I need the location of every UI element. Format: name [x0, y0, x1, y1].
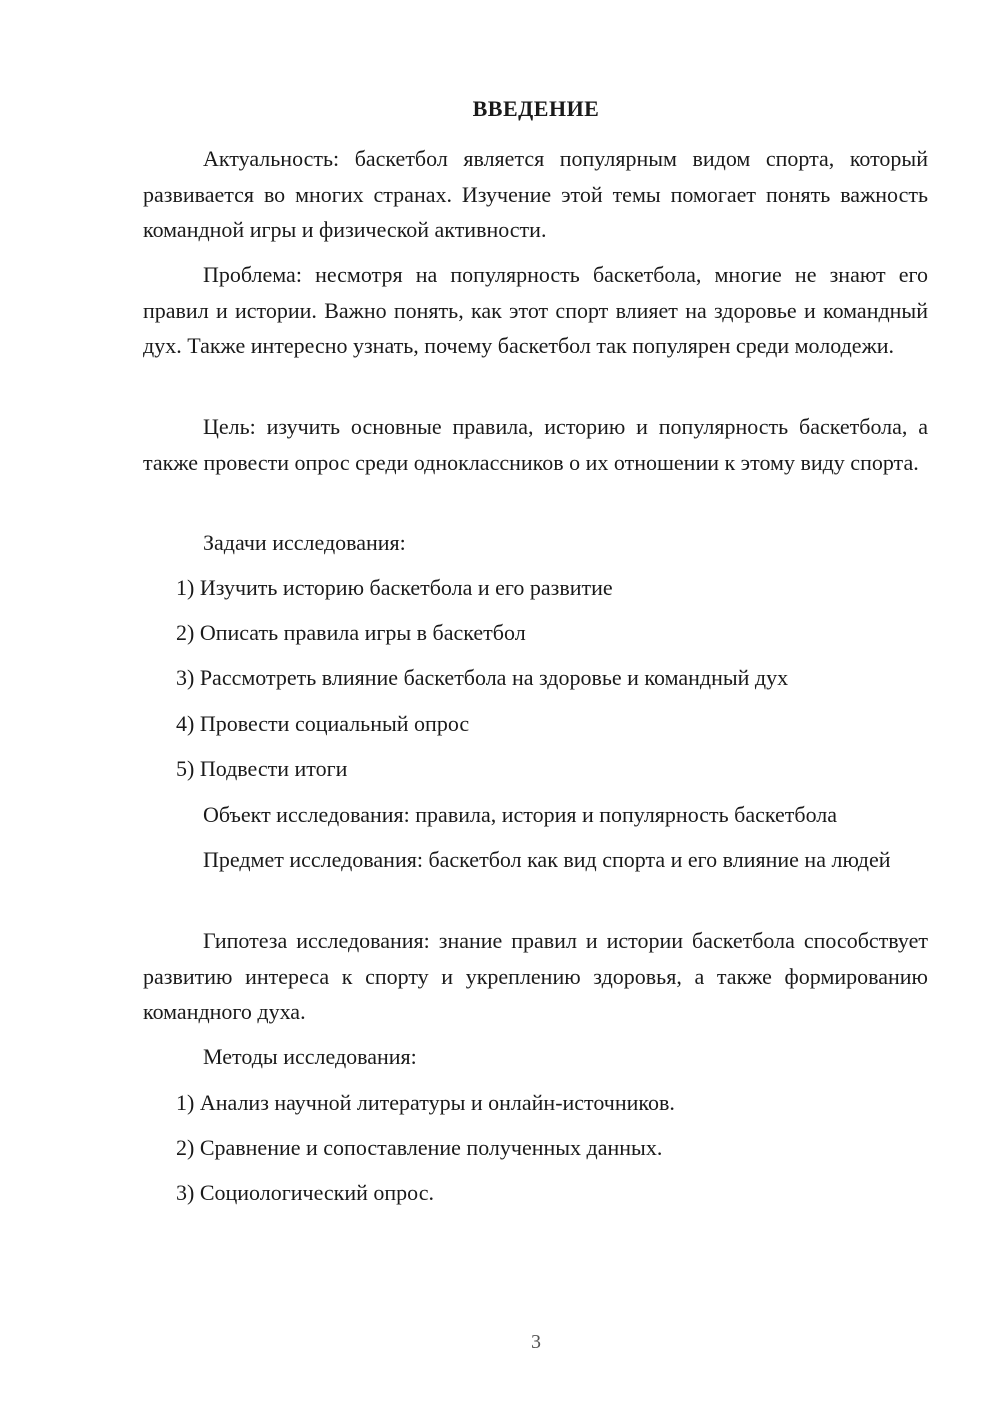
task-item: 4) Провести социальный опрос	[176, 711, 470, 736]
hypothesis-paragraph: Гипотеза исследования: знание правил и истории баскетбола способствует развитию интереса к спорту и укреплению здоровья, а также формированию командного духа.	[143, 928, 928, 1024]
methods-heading: Методы исследования:	[203, 1044, 417, 1069]
object-paragraph: Объект исследования: правила, история и популярность баскетбола	[203, 802, 838, 827]
relevance-paragraph: Актуальность: баскетбол является популярным видом спорта, который развивается во многих странах. Изучение этой темы помогает понять важность командной игры и физической активности.	[143, 146, 928, 242]
page-title: ВВЕДЕНИЕ	[472, 96, 600, 121]
tasks-heading: Задачи исследования:	[203, 530, 406, 555]
problem-paragraph: Проблема: несмотря на популярность баскетбола, многие не знают его правил и истории. Важно понять, как этот спорт влияет на здоровье и командный дух. Также интересно узнать, почему баскетбол так популярен среди молодежи.	[143, 262, 928, 358]
task-item: 3) Рассмотреть влияние баскетбола на здоровье и командный дух	[176, 665, 789, 690]
task-item: 1) Изучить историю баскетбола и его развитие	[176, 575, 613, 600]
task-item: 5) Подвести итоги	[176, 756, 348, 781]
subject-paragraph: Предмет исследования: баскетбол как вид спорта и его влияние на людей	[203, 847, 891, 872]
method-item: 2) Сравнение и сопоставление полученных данных.	[176, 1135, 663, 1160]
goal-paragraph: Цель: изучить основные правила, историю и популярность баскетбола, а также провести опрос среди одноклассников о их отношении к этому виду спорта.	[143, 414, 928, 475]
task-item: 2) Описать правила игры в баскетбол	[176, 620, 526, 645]
method-item: 1) Анализ научной литературы и онлайн-источников.	[176, 1090, 675, 1115]
method-item: 3) Социологический опрос.	[176, 1180, 434, 1205]
page-number: 3	[531, 1331, 541, 1353]
